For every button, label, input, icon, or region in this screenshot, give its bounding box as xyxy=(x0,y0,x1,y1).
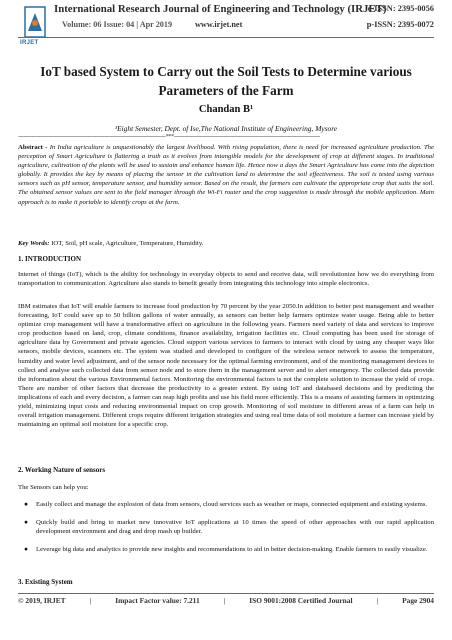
p-issn: p-ISSN: 2395-0072 xyxy=(366,20,434,29)
header-divider xyxy=(18,37,434,38)
bullet-icon: ● xyxy=(24,519,29,527)
list-item: ● Quickly build and bring to market new innovative IoT applications at 10 times the speed of other approaches with our rapid application development environment and drag and drop mash up builder. xyxy=(24,519,434,536)
author-name: Chandan B¹ xyxy=(198,104,254,115)
section-heading-existing-system: 3. Existing System xyxy=(18,578,73,586)
footer-separator: | xyxy=(376,596,379,605)
section-heading-introduction: 1. INTRODUCTION xyxy=(18,255,82,263)
page-header xyxy=(0,0,452,52)
footer-copyright: © 2019, IRJET xyxy=(18,596,66,605)
section-separator: ---------------------------------------------------------------------------------------***-------------------------------------------------------------------------------------- xyxy=(18,134,320,140)
bullet-icon: ● xyxy=(24,546,29,554)
list-item: ● Easily collect and manage the explosion of data from sensors, cloud services such as weather or maps, connected equipment and existing systems. xyxy=(24,501,428,508)
footer-separator: | xyxy=(89,596,92,605)
paper-title: IoT based System to Carry out the Soil Tests to Determine various Parameters of the Farm xyxy=(40,64,412,98)
abstract xyxy=(18,143,434,207)
abstract-label: Abstract - xyxy=(18,144,48,151)
volume-info: Volume: 06 Issue: 04 | Apr 2019 xyxy=(62,20,173,29)
journal-title: International Research Journal of Engineering and Technology (IRJET) xyxy=(54,3,387,15)
list-item: ● Leverage big data and analytics to provide new insights and recommendations to aid in better decision-making. Enable farmers to easily visualize. xyxy=(24,546,428,554)
sensor-benefits-list xyxy=(18,500,434,563)
sensors-intro: The Sensors can help you: xyxy=(18,484,89,491)
bullet-icon: ● xyxy=(24,501,29,508)
footer-iso: ISO 9001:2008 Certified Journal xyxy=(249,596,353,605)
footer-impact-factor: Impact Factor value: 7.211 xyxy=(115,596,200,605)
footer-page-number: Page 2904 xyxy=(402,596,434,605)
keywords xyxy=(18,239,434,248)
e-issn: e-ISSN: 2395-0056 xyxy=(367,4,434,13)
author-affiliation: ¹Eight Semester, Dept. of Ise,The National Institute of Engineering, Mysore xyxy=(114,124,338,133)
section-heading-sensors: 2. Working Nature of sensors xyxy=(18,466,106,474)
page-footer xyxy=(18,596,434,605)
footer-divider xyxy=(18,593,434,594)
keywords-label: Key Words: xyxy=(18,240,50,247)
abstract-text: In India agriculture is unquestionably the largest livelihood. With rising population, there is need for increased agriculture production. The perception of Smart Agriculture is flattering a truth as it evolves from intangible models for the development of crop at different stages. In traditional agriculture, cultivation of the plants will be used to sustain and enhance human life. Hence now a days the Smart Agriculture has come into the depiction globally. It provides the key by means of placing the sensor in the cultivation land to determine the soil effectiveness. The soil is tested using various sensors such as pH sensor, temperature sensor, and humidity sensor. Based on the result, the farmers can cultivate the appropriate crop that suits the soil. The obtained sensor values are sent to the field manager through the Wi-Fi router and the crop suggestion is made through the mobile application. Main approach is to make it portable to identify crops at the farm. xyxy=(18,144,434,206)
logo-text: IRJET xyxy=(20,40,39,46)
footer-separator: | xyxy=(223,596,226,605)
intro-paragraph-1: Internet of things (IoT), which is the ability for technology in everyday objects to send and receive data, will revolutionize how we do everything from transportation to communication. Agriculture also stands to benefit greatly from integrating this technology into simple electronics. xyxy=(18,271,434,288)
website-link[interactable]: www.irjet.net xyxy=(195,20,243,29)
keywords-text: IOT, Soil, pH scale, Agriculture, Temperature, Humidity. xyxy=(49,240,204,247)
intro-paragraph-2: IBM estimates that IoT will enable farmers to increase food production by 70 percent by the year 2050.In addition to better pest management and weather forecasting, IoT could save up to 50 billion gallons of water annually, as sensors can better help farmers optimize water usage. Being able to better optimize crop management will have a transformative effect on agriculture in the following years. Farmers need variety of data and services to improve crop production based on land, crop, climate conditions, finance availability, irrigation facilities etc. Cloud computing has been used for storage of agriculture data by Government and private agencies. Cloud support various services to farmers to interact with cloud by using any cheaper ways like sensors, mobile devices, scanners etc. The system was studied and developed to configure of the wireless sensor network to assess the temperature, humidity and water level adjustment, and of the sensor node necessary for the optimal farming environment, and of the monitoring management devices to collect and analyse such collected data from sensor node and to store them in the management server and to alert emergency. The collected data provide the information about the various Environmental factors. Monitoring the environmental factors is not the complete solution to increase the yield of crops. There are number of other factors that decrease the productivity to a greater extent. By using IoT and databased decisions and by predicting the implications of each and every decision, a farmer can reap high profits and use his field more efficiently. This is a means of assisting farmers in optimizing yield, minimizing input costs and reducing environmental impact on crop growth. Monitoring of soil moisture in different areas of a farm can help in overall irrigation management. Different crops require different irrigation strategies and using real time data of soil moisture a farmer can increase yield by maintaining an optimal soil moisture for a specific crop. xyxy=(18,303,434,429)
